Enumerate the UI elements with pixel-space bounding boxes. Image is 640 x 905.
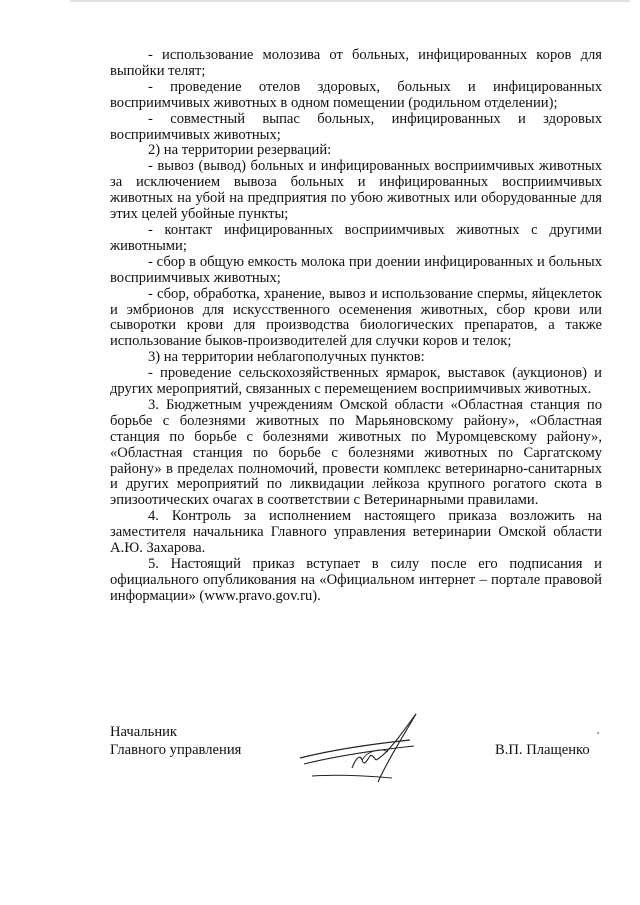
- paragraph: 2) на территории резерваций:: [148, 142, 332, 159]
- paragraph: - проведение отелов здоровых, больных и инфицированных восприимчивых животных в одном помещении (родильном отделении);: [110, 78, 602, 111]
- paragraph: - контакт инфицированных восприимчивых животных с другими животными;: [110, 221, 602, 254]
- signatory-title-line: Главного управления: [110, 742, 242, 758]
- paragraph: - проведение сельскохозяйственных ярмарок, выставок (аукционов) и других мероприятий, связанных с перемещением восприимчивых животных.: [110, 365, 602, 398]
- paragraph: 5. Настоящий приказ вступает в силу после его подписания и официального опубликования на «Официальном интернет – портале правовой информации» (www.pravo.gov.ru).: [110, 556, 602, 604]
- paragraph: - сбор, обработка, хранение, вывоз и использование спермы, яйцеклеток и эмбрионов для искусственного осеменения животных, сбор крови или сыворотки крови для производства биологических препаратов, а также использование быков-производителей для случки коров и телок;: [110, 285, 602, 350]
- paragraph: - использование молозива от больных, инфицированных коров для выпойки телят;: [110, 47, 602, 79]
- paragraph: 3) на территории неблагополучных пунктов:: [148, 349, 425, 366]
- paragraph: - сбор в общую емкость молока при доении инфицированных и больных восприимчивых животных;: [110, 253, 602, 286]
- handwritten-signature: [292, 710, 442, 790]
- signatory-title-line: Начальник: [110, 724, 178, 740]
- paragraph: 4. Контроль за исполнением настоящего приказа возложить на заместителя начальника Главного управления ветеринарии Омской области А.Ю. Захарова.: [110, 508, 602, 557]
- document-body: [110, 48, 602, 605]
- scan-speck: [597, 732, 599, 734]
- signatory-name: В.П. Плащенко: [495, 742, 590, 758]
- page-top-edge: [70, 0, 630, 2]
- paragraph: - вывоз (вывод) больных и инфицированных восприимчивых животных за исключением вывоза больных и инфицированных восприимчивых животных на убой на предприятия по убою животных или оборудованные для этих целей убойные пункты;: [110, 158, 602, 223]
- paragraph: 3. Бюджетным учреждениям Омской области «Областная станция по борьбе с болезнями животных по Марьяновскому району», «Областная станция по борьбе с болезнями животных по Муромцевскому району», «Областная станция по борьбе с болезнями животных по Саргатскому району» в пределах полномочий, провести комплекс ветеринарно-санитарных и других мероприятий по ликвидации лейкоза крупного рогатого скота в эпизоотических очагах в соответствии с Ветеринарными правилами.: [110, 396, 602, 509]
- paragraph: - совместный выпас больных, инфицированных и здоровых восприимчивых животных;: [110, 110, 602, 143]
- signatory-title: [110, 723, 241, 759]
